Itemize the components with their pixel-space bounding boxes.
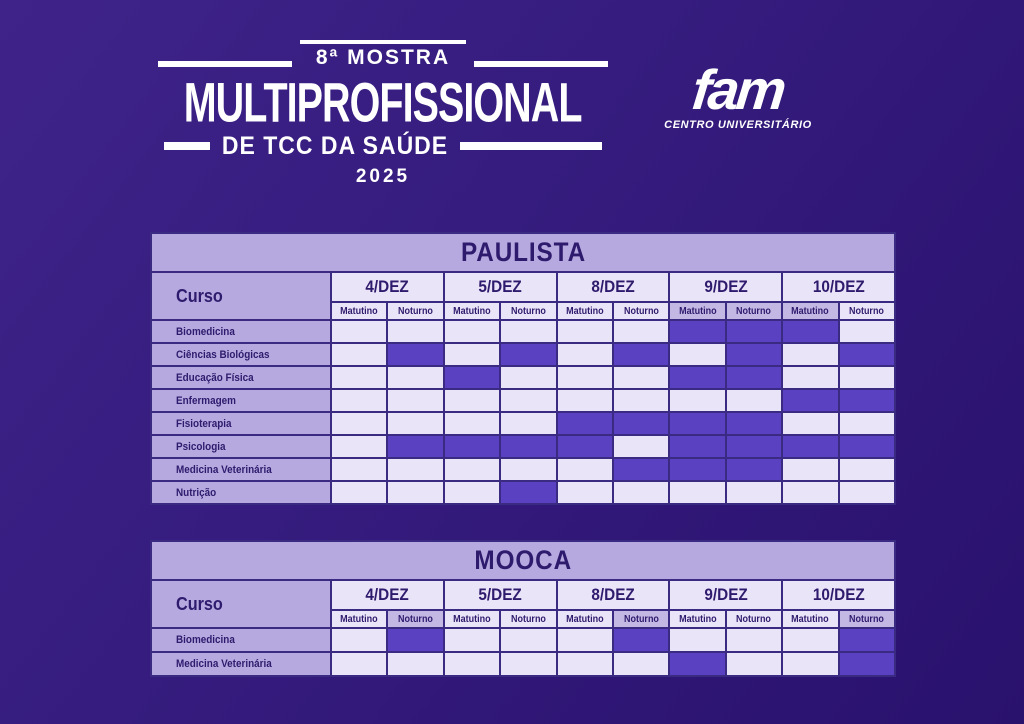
event-title: MULTIPROFISSIONAL	[184, 71, 582, 134]
period-header-text: Matutino	[791, 305, 830, 317]
schedule-cell	[669, 652, 725, 676]
course-label-text: Medicina Veterinária	[176, 463, 272, 476]
schedule-cell	[669, 366, 725, 389]
course-row	[151, 628, 895, 652]
date-header-text: 5/DEZ	[478, 585, 522, 604]
schedule-cell	[444, 652, 500, 676]
schedule-cell	[557, 389, 613, 412]
fam-logo	[648, 58, 828, 131]
period-header	[444, 302, 500, 320]
curso-header-text: Curso	[176, 593, 223, 614]
schedule-cell	[500, 320, 556, 343]
period-header-text: Noturno	[623, 305, 659, 317]
schedule-cell	[613, 366, 669, 389]
course-row	[151, 389, 895, 412]
course-label-text: Enfermagem	[176, 394, 236, 407]
schedule-cell	[613, 458, 669, 481]
schedule-cell	[387, 458, 443, 481]
course-label	[151, 343, 331, 366]
left-rule-line	[158, 61, 292, 67]
event-logo	[158, 40, 608, 188]
schedule-cell	[669, 412, 725, 435]
schedule-cell	[726, 343, 782, 366]
period-header-text: Matutino	[340, 613, 378, 625]
fam-subtitle: CENTRO UNIVERSITÁRIO	[664, 118, 812, 131]
date-header	[782, 272, 895, 302]
curso-header	[151, 580, 331, 628]
course-row	[151, 458, 895, 481]
period-header	[613, 302, 669, 320]
schedule-cell	[839, 435, 895, 458]
schedule-cell	[500, 458, 556, 481]
schedule-cell	[839, 652, 895, 676]
schedule-cell	[782, 343, 838, 366]
left-rule-line	[164, 142, 210, 150]
course-label-text: Medicina Veterinária	[176, 658, 272, 670]
schedule-cell	[387, 481, 443, 504]
period-header	[557, 610, 613, 628]
date-header	[557, 272, 670, 302]
course-row	[151, 366, 895, 389]
schedule-cell	[669, 343, 725, 366]
period-header	[444, 610, 500, 628]
campus-banner	[151, 233, 895, 272]
schedule-cell	[387, 652, 443, 676]
schedule-cell	[726, 628, 782, 652]
schedule-cell	[782, 481, 838, 504]
course-label	[151, 412, 331, 435]
schedule-cell	[387, 389, 443, 412]
schedule-cell	[669, 320, 725, 343]
date-header	[669, 580, 782, 610]
schedule-cell	[331, 458, 387, 481]
schedule-cell	[726, 652, 782, 676]
schedule-cell	[557, 435, 613, 458]
schedule-cell	[669, 435, 725, 458]
course-label	[151, 320, 331, 343]
curso-header	[151, 272, 331, 320]
period-header	[331, 610, 387, 628]
schedule-cell	[613, 343, 669, 366]
period-header-text: Noturno	[510, 305, 546, 317]
date-header	[557, 580, 670, 610]
curso-header-text: Curso	[176, 285, 223, 306]
period-header-text: Noturno	[398, 613, 434, 625]
right-rule-line	[460, 142, 602, 150]
period-header-text: Matutino	[678, 613, 717, 625]
schedule-cell	[782, 366, 838, 389]
event-subtitle-line	[164, 130, 602, 160]
schedule-cell	[500, 412, 556, 435]
schedule-cell	[444, 435, 500, 458]
period-header-text: Matutino	[453, 613, 491, 625]
course-row	[151, 320, 895, 343]
schedule-table-paulista	[150, 232, 896, 505]
schedule-cell	[444, 366, 500, 389]
period-header-text: Matutino	[678, 305, 717, 317]
edition-text: 8ª MOSTRA	[300, 40, 466, 68]
schedule-cell	[726, 412, 782, 435]
schedule-cell	[839, 366, 895, 389]
period-header	[782, 302, 838, 320]
course-label	[151, 435, 331, 458]
schedule-cell	[500, 389, 556, 412]
schedule-cell	[669, 389, 725, 412]
schedule-cell	[500, 628, 556, 652]
campus-banner-text: MOOCA	[474, 545, 572, 575]
schedule-cell	[613, 652, 669, 676]
date-header-text: 8/DEZ	[591, 585, 635, 604]
course-row	[151, 412, 895, 435]
course-label-text: Biomedicina	[176, 634, 235, 646]
right-rule-line	[474, 61, 608, 67]
course-row	[151, 343, 895, 366]
schedule-cell	[387, 412, 443, 435]
schedule-cell	[613, 412, 669, 435]
course-label	[151, 628, 331, 652]
period-header-text: Matutino	[791, 613, 830, 625]
schedule-cell	[782, 412, 838, 435]
schedule-cell	[500, 652, 556, 676]
fam-wordmark: fam	[689, 58, 787, 121]
event-subtitle: DE TCC DA SAÚDE	[221, 130, 449, 160]
date-header	[444, 272, 557, 302]
period-header	[500, 610, 556, 628]
schedule-cell	[726, 435, 782, 458]
period-header	[557, 302, 613, 320]
schedule-cell	[839, 343, 895, 366]
schedule-cell	[669, 628, 725, 652]
schedule-cell	[613, 389, 669, 412]
date-header	[444, 580, 557, 610]
schedule-cell	[782, 652, 838, 676]
schedule-cell	[557, 481, 613, 504]
period-header	[387, 302, 443, 320]
period-header-text: Matutino	[340, 305, 378, 317]
period-header-text: Noturno	[398, 305, 434, 317]
schedule-cell	[839, 412, 895, 435]
date-header	[782, 580, 895, 610]
schedule-cell	[782, 458, 838, 481]
schedule-cell	[387, 628, 443, 652]
period-header	[839, 610, 895, 628]
course-label-text: Educação Física	[176, 371, 254, 384]
schedule-cell	[782, 435, 838, 458]
schedule-cell	[726, 320, 782, 343]
schedule-cell	[613, 320, 669, 343]
schedule-cell	[331, 343, 387, 366]
schedule-cell	[839, 320, 895, 343]
schedule-cell	[669, 458, 725, 481]
schedule-cell	[331, 652, 387, 676]
period-header	[726, 610, 782, 628]
period-header-text: Noturno	[623, 613, 659, 625]
schedule-cell	[557, 366, 613, 389]
schedule-cell	[839, 628, 895, 652]
date-header	[331, 580, 444, 610]
date-header-text: 4/DEZ	[365, 277, 410, 296]
schedule-cell	[444, 343, 500, 366]
course-label-text: Nutrição	[176, 486, 217, 499]
course-label	[151, 366, 331, 389]
schedule-cell	[839, 481, 895, 504]
schedule-cell	[613, 435, 669, 458]
date-header-text: 10/DEZ	[812, 585, 865, 604]
schedule-cell	[444, 458, 500, 481]
period-header	[669, 610, 725, 628]
period-header	[782, 610, 838, 628]
date-header-text: 5/DEZ	[478, 277, 522, 296]
period-header	[613, 610, 669, 628]
schedule-cell	[726, 366, 782, 389]
period-header-text: Noturno	[849, 305, 885, 317]
campus-banner	[151, 541, 895, 580]
schedule-cell	[444, 412, 500, 435]
date-header-text: 8/DEZ	[591, 277, 635, 296]
course-row	[151, 481, 895, 504]
schedule-cell	[387, 435, 443, 458]
schedule-cell	[387, 343, 443, 366]
schedule-cell	[331, 366, 387, 389]
period-header	[839, 302, 895, 320]
date-header-text: 10/DEZ	[812, 277, 865, 296]
date-header-text: 9/DEZ	[704, 585, 748, 604]
schedule-cell	[331, 481, 387, 504]
schedule-cell	[387, 320, 443, 343]
period-header	[331, 302, 387, 320]
period-header-text: Noturno	[736, 305, 772, 317]
schedule-cell	[726, 458, 782, 481]
schedule-cell	[782, 389, 838, 412]
period-header-text: Matutino	[566, 613, 604, 625]
date-header	[669, 272, 782, 302]
course-label	[151, 458, 331, 481]
schedule-cell	[726, 481, 782, 504]
schedule-cell	[331, 320, 387, 343]
course-label	[151, 481, 331, 504]
course-label-text: Ciências Biológicas	[176, 348, 270, 361]
schedule-cell	[557, 343, 613, 366]
campus-banner-text: PAULISTA	[460, 237, 586, 267]
schedule-cell	[500, 435, 556, 458]
course-label	[151, 389, 331, 412]
schedule-cell	[839, 458, 895, 481]
course-label-text: Psicologia	[176, 440, 226, 453]
schedule-cell	[557, 628, 613, 652]
period-header-text: Matutino	[566, 305, 604, 317]
schedule-cell	[782, 320, 838, 343]
edition-line	[158, 40, 608, 68]
date-header-text: 9/DEZ	[704, 277, 748, 296]
schedule-cell	[726, 389, 782, 412]
schedule-cell	[669, 481, 725, 504]
period-header	[669, 302, 725, 320]
schedule-cell	[331, 412, 387, 435]
schedule-cell	[557, 458, 613, 481]
schedule-cell	[500, 366, 556, 389]
schedule-cell	[331, 628, 387, 652]
course-label-text: Fisioterapia	[176, 417, 232, 430]
schedule-cell	[557, 652, 613, 676]
period-header-text: Noturno	[849, 613, 885, 625]
schedule-cell	[557, 320, 613, 343]
period-header-text: Noturno	[736, 613, 772, 625]
schedule-cell	[839, 389, 895, 412]
schedule-cell	[500, 343, 556, 366]
event-year: 2025	[355, 166, 411, 187]
schedule-table-mooca	[150, 540, 896, 677]
schedule-cell	[331, 435, 387, 458]
course-row	[151, 435, 895, 458]
period-header-text: Noturno	[510, 613, 546, 625]
period-header	[500, 302, 556, 320]
course-label-text: Biomedicina	[176, 325, 235, 338]
schedule-cell	[782, 628, 838, 652]
schedule-cell	[613, 481, 669, 504]
period-header	[387, 610, 443, 628]
period-header-text: Matutino	[453, 305, 491, 317]
schedule-cell	[613, 628, 669, 652]
schedule-cell	[444, 481, 500, 504]
schedule-cell	[331, 389, 387, 412]
period-header	[726, 302, 782, 320]
course-label	[151, 652, 331, 676]
schedule-cell	[387, 366, 443, 389]
course-row	[151, 652, 895, 676]
date-header	[331, 272, 444, 302]
date-header-text: 4/DEZ	[365, 585, 410, 604]
schedule-cell	[500, 481, 556, 504]
schedule-cell	[444, 628, 500, 652]
schedule-cell	[444, 320, 500, 343]
schedule-cell	[557, 412, 613, 435]
schedule-cell	[444, 389, 500, 412]
